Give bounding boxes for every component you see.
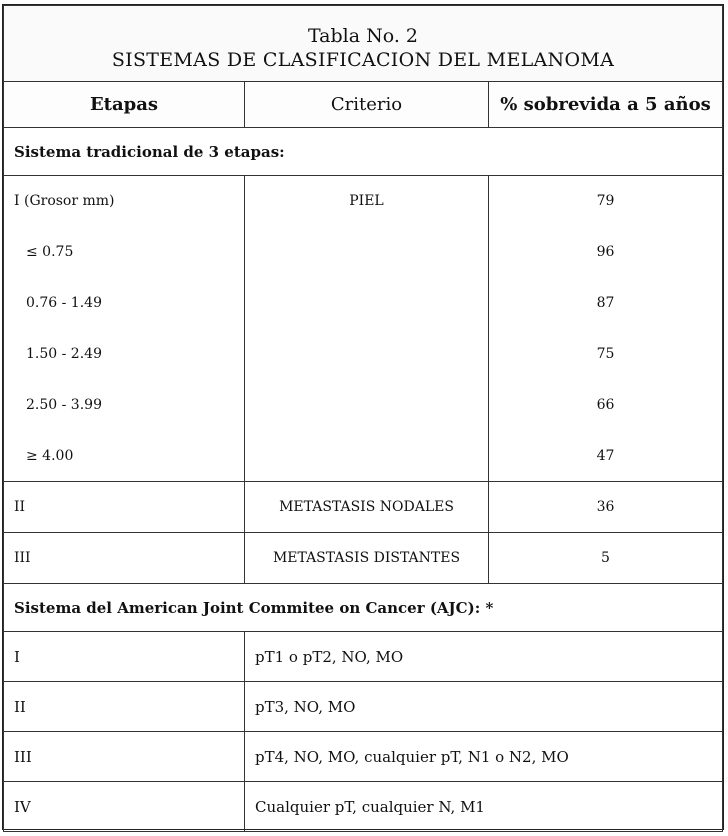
survival-cell: 79 <box>489 176 723 227</box>
table-row <box>4 533 723 584</box>
survival-cell: 75 <box>489 329 723 380</box>
survival-cell: 5 <box>489 533 723 584</box>
criterio-cell <box>245 227 489 278</box>
survival-cell: 36 <box>489 482 723 533</box>
criterio-cell: METASTASIS DISTANTES <box>245 533 489 584</box>
survival-cell: 96 <box>489 227 723 278</box>
criterio-cell <box>245 278 489 329</box>
stage-cell: III <box>4 732 245 782</box>
criterio-cell: pT3, NO, MO <box>245 682 723 732</box>
table-row <box>4 431 723 482</box>
stage-cell: ≥ 4.00 <box>4 431 245 482</box>
stage-cell: II <box>4 482 245 533</box>
criterio-cell: pT4, NO, MO, cualquier pT, N1 o N2, MO <box>245 732 723 782</box>
header-sobrevida: % sobrevida a 5 años <box>489 82 723 128</box>
title-row <box>4 6 723 82</box>
table-number: Tabla No. 2 <box>307 24 419 47</box>
stage-cell: 0.76 - 1.49 <box>4 278 245 329</box>
header-criterio: Criterio <box>245 82 489 128</box>
table-row <box>4 482 723 533</box>
table-row <box>4 176 723 227</box>
table-row <box>4 632 723 682</box>
survival-cell: 87 <box>489 278 723 329</box>
header-row <box>4 82 723 128</box>
stage-cell: I <box>4 632 245 682</box>
melanoma-classification-table <box>3 5 723 832</box>
table-row <box>4 329 723 380</box>
stage-cell: IV <box>4 782 245 832</box>
criterio-cell: PIEL <box>245 176 489 227</box>
table-row <box>4 782 723 832</box>
criterio-cell: Cualquier pT, cualquier N, M1 <box>245 782 723 832</box>
table-row <box>4 278 723 329</box>
stage-cell: III <box>4 533 245 584</box>
criterio-cell: pT1 o pT2, NO, MO <box>245 632 723 682</box>
stage-cell: I (Grosor mm) <box>4 176 245 227</box>
stage-cell: 1.50 - 2.49 <box>4 329 245 380</box>
stage-cell: ≤ 0.75 <box>4 227 245 278</box>
table-row <box>4 227 723 278</box>
section-traditional <box>4 128 723 176</box>
criterio-cell <box>245 431 489 482</box>
stage-cell: 2.50 - 3.99 <box>4 380 245 431</box>
section-label: Sistema tradicional de 3 etapas: <box>4 128 723 176</box>
criterio-cell <box>245 380 489 431</box>
title-cell <box>4 6 723 82</box>
table-row <box>4 732 723 782</box>
header-etapas: Etapas <box>4 82 245 128</box>
section-label: Sistema del American Joint Commitee on Cancer (AJC): * <box>4 584 723 632</box>
table-row <box>4 682 723 732</box>
table-row <box>4 380 723 431</box>
section-ajc <box>4 584 723 632</box>
table-title: SISTEMAS DE CLASIFICACION DEL MELANOMA <box>111 48 615 71</box>
survival-cell: 66 <box>489 380 723 431</box>
survival-cell: 47 <box>489 431 723 482</box>
criterio-cell: METASTASIS NODALES <box>245 482 489 533</box>
stage-cell: II <box>4 682 245 732</box>
criterio-cell <box>245 329 489 380</box>
table-frame <box>2 4 724 830</box>
